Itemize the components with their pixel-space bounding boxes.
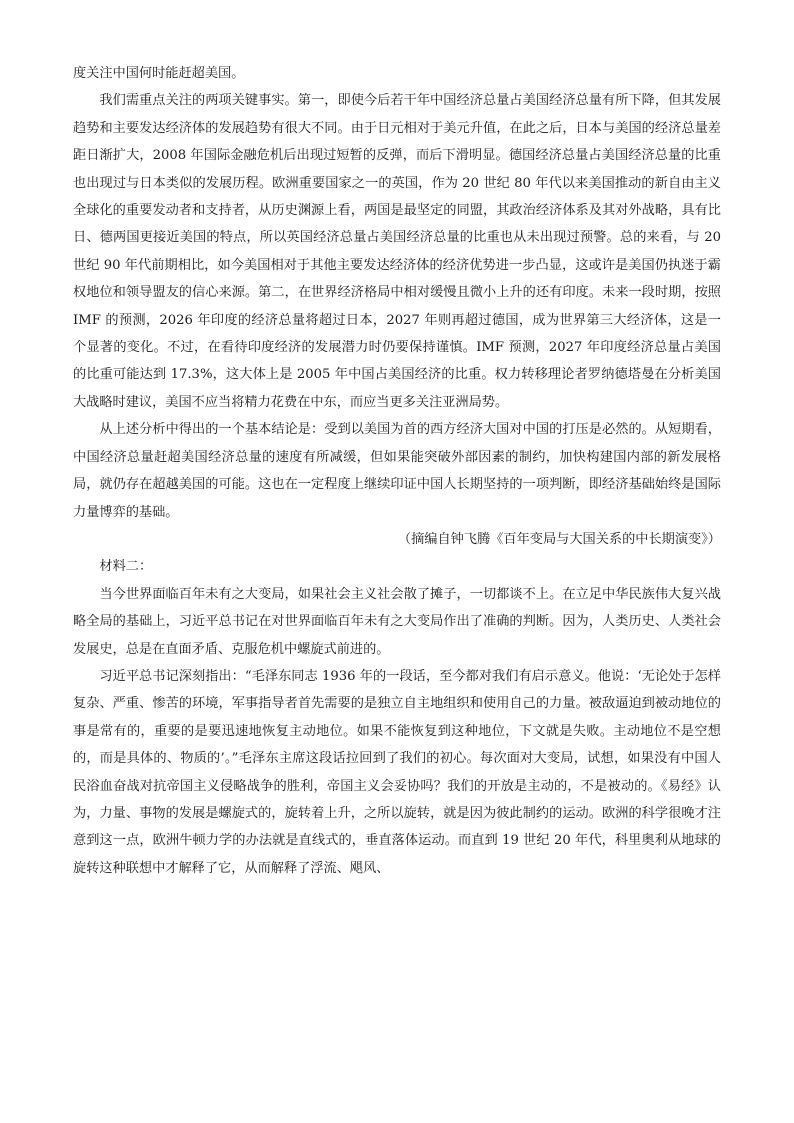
paragraph-conclusion: 从上述分析中得出的一个基本结论是：受到以美国为首的西方经济大国对中国的打压是必然的。从短期看，中国经济总量赶超美国经济总量的速度有所减缓，但如果能突破外部因素的制约，加快构建国内部的新发展格局，就仍存在超越美国的可能。这也在一定程度上继续印证中国人长期坚持的一项判断，即经济基础始终是国际力量博弈的基础。 xyxy=(73,422,721,520)
paragraph-key-facts: 我们需重点关注的两项关键事实。第一，即使今后若干年中国经济总量占美国经济总量有所下降，但其发展趋势和主要发达经济体的发展趋势有很大不同。由于日元相对于美元升值，在此之后，日本与美国的经济总量差距日渐扩大，2008 年国际金融危机后出现过短暂的反弹，而后下滑明显。德国经济总量占美国经济总量的比重也出现过与日本类似的发展历程。欧洲重要国家之一的英国，作为 20 世纪 80 年代以来美国推动的新自由主义全球化的重要发动者和支持者，从历史渊源上看，两国是最坚定的同盟，其政治经济体系及其对外战略，具有比日、德两国更接近美国的特点，所以英国经济总量占美国经济总量的比重也从未出现过预警。总的来看，与 20 世纪 90 年代前期相比，如今美国相对于其他主要发达经济体的经济优势进一步凸显，这或许是美国仍执迷于霸权地位和领导盟友的信心来源。第二，在世界经济格局中相对缓慢且微小上升的还有印度。未来一段时期，按照 IMF 的预测，2026 年印度的经济总量将超过日本，2027 年则再超过德国，成为世界第三大经济体，这是一个显著的变化。不过，在看待印度经济的发展潜力时仍要保持谨慎。IMF 预测，2027 年印度经济总量占美国的比重可能达到 17.3%，这大体上是 2005 年中国占美国经济的比重。权力转移理论者罗纳德塔曼在分析美国大战略时建议，美国不应当将精力花费在中东，而应当更多关注亚洲局势。 xyxy=(73,93,721,410)
material-two-label: 材料二： xyxy=(99,559,153,575)
paragraph-xi-quote: 习近平总书记深刻指出：“毛泽东同志 1936 年的一段话，至今都对我们有启示意义。他说：‘无论处于怎样复杂、严重、惨苦的环境，军事指导者首先需要的是独立自主地组织和使用自己的力量。被敌逼迫到被动地位的事是常有的，重要的是要迅速地恢复主动地位。如果不能恢复到这种地位，下文就是失败。主动地位不是空想的，而是具体的、物质的’。”毛泽东主席这段话拉回到了我们的初心。每次面对大变局，试想，如果没有中国人民浴血奋战对抗帝国主义侵略战争的胜利，帝国主义会妥协吗？我们的开放是主动的，不是被动的。《易经》认为，力量、事物的发展是螺旋式的，旋转着上升，之所以旋转，就是因为彼此制约的运动。欧洲的科学很晚才注意到这一点，欧洲牛顿力学的办法就是直线式的，垂直落体运动。而直到 19 世纪 20 年代，科里奥利从地球的旋转这种联想中才解释了它，从而解释了浮流、飓风、 xyxy=(73,668,721,876)
paragraph-great-changes: 当今世界面临百年未有之大变局，如果社会主义社会散了摊子，一切都谈不上。在立足中华民族伟大复兴战略全局的基础上，习近平总书记在对世界面临百年未有之大变局作出了准确的判断。因为，人类历史、人类社会发展史，总是在直面矛盾、克服危机中螺旋式前进的。 xyxy=(73,586,721,657)
document-page xyxy=(73,60,721,882)
source-citation: （摘编自钟飞腾《百年变局与大国关系的中长期演变》） xyxy=(397,531,721,547)
paragraph-continuation: 度关注中国何时能赶超美国。 xyxy=(73,66,245,81)
